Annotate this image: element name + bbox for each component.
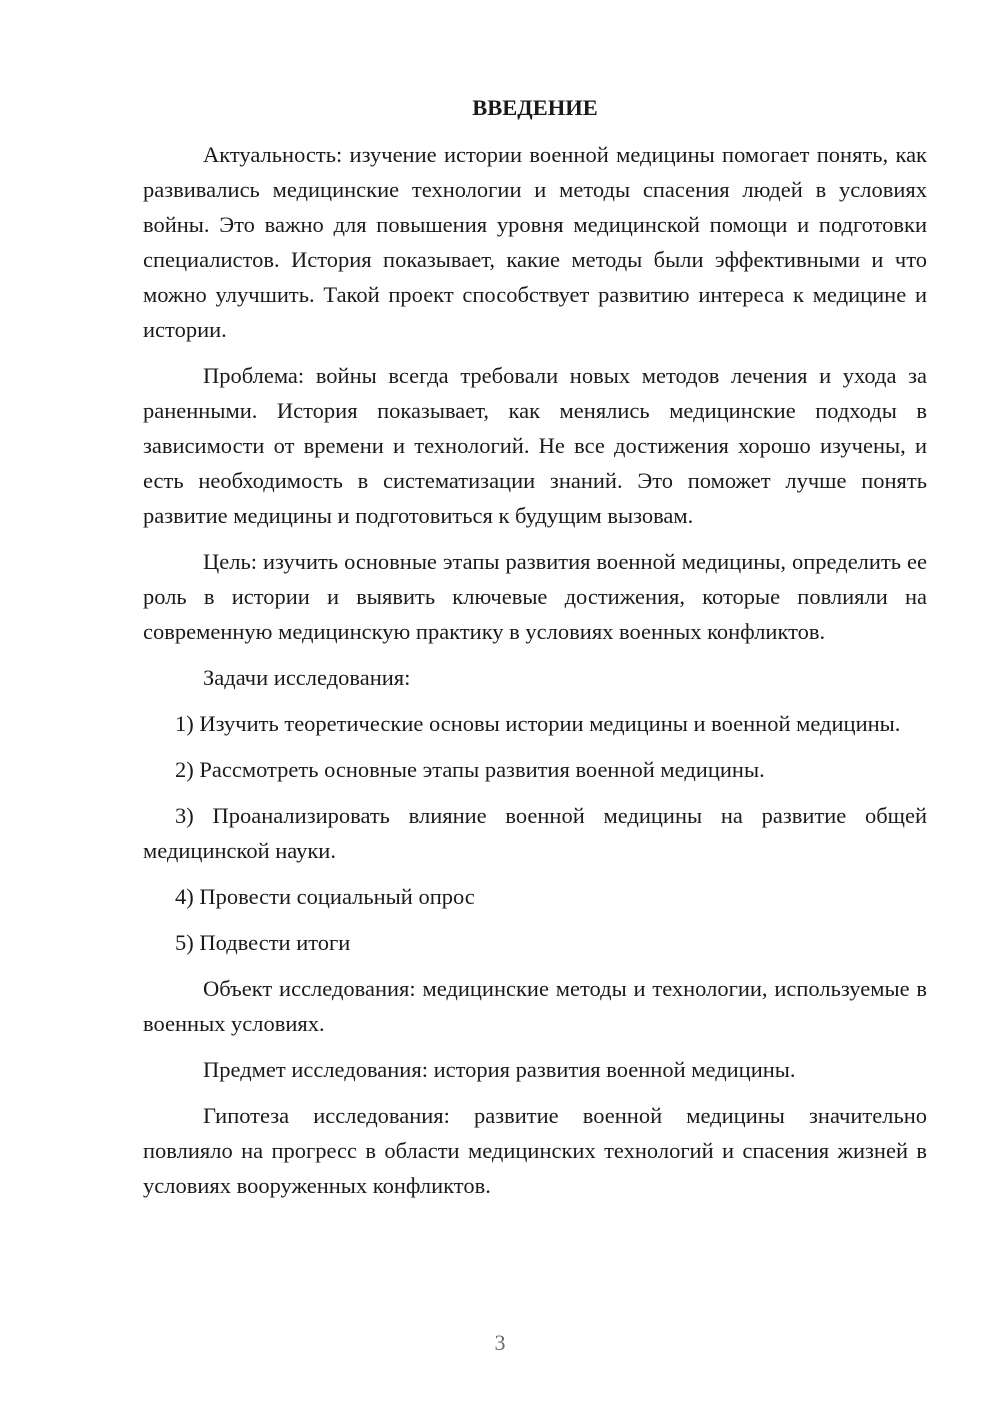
task-item: 4) Провести социальный опрос xyxy=(175,884,475,909)
document-page xyxy=(143,90,927,1214)
goal-paragraph: Цель: изучить основные этапы развития военной медицины, определить ее роль в истории и выявить ключевые достижения, которые повлияли на современную медицинскую практику в условиях военных конфликтов. xyxy=(143,549,927,644)
hypothesis-paragraph: Гипотеза исследования: развитие военной медицины значительно повлияло на прогресс в области медицинских технологий и спасения жизней в условиях вооруженных конфликтов. xyxy=(143,1103,927,1198)
task-item: 5) Подвести итоги xyxy=(175,930,351,955)
task-item: 1) Изучить теоретические основы истории медицины и военной медицины. xyxy=(175,711,901,736)
object-paragraph: Объект исследования: медицинские методы и технологии, используемые в военных условиях. xyxy=(143,976,927,1036)
task-item: 3) Проанализировать влияние военной медицины на развитие общей медицинской науки. xyxy=(143,803,927,863)
page-title: ВВЕДЕНИЕ xyxy=(472,95,598,120)
page-number: 3 xyxy=(494,1330,506,1355)
subject-paragraph: Предмет исследования: история развития военной медицины. xyxy=(203,1057,796,1082)
task-item: 2) Рассмотреть основные этапы развития военной медицины. xyxy=(175,757,765,782)
problem-paragraph: Проблема: войны всегда требовали новых методов лечения и ухода за раненными. История показывает, как менялись медицинские подходы в зависимости от времени и технологий. Не все достижения хорошо изучены, и есть необходимость в систематизации знаний. Это поможет лучше понять развитие медицины и подготовиться к будущим вызовам. xyxy=(143,363,927,528)
tasks-heading: Задачи исследования: xyxy=(203,665,411,690)
relevance-paragraph: Актуальность: изучение истории военной медицины помогает понять, как развивались медицинские технологии и методы спасения людей в условиях войны. Это важно для повышения уровня медицинской помощи и подготовки специалистов. История показывает, какие методы были эффективными и что можно улучшить. Такой проект способствует развитию интереса к медицине и истории. xyxy=(143,142,927,342)
